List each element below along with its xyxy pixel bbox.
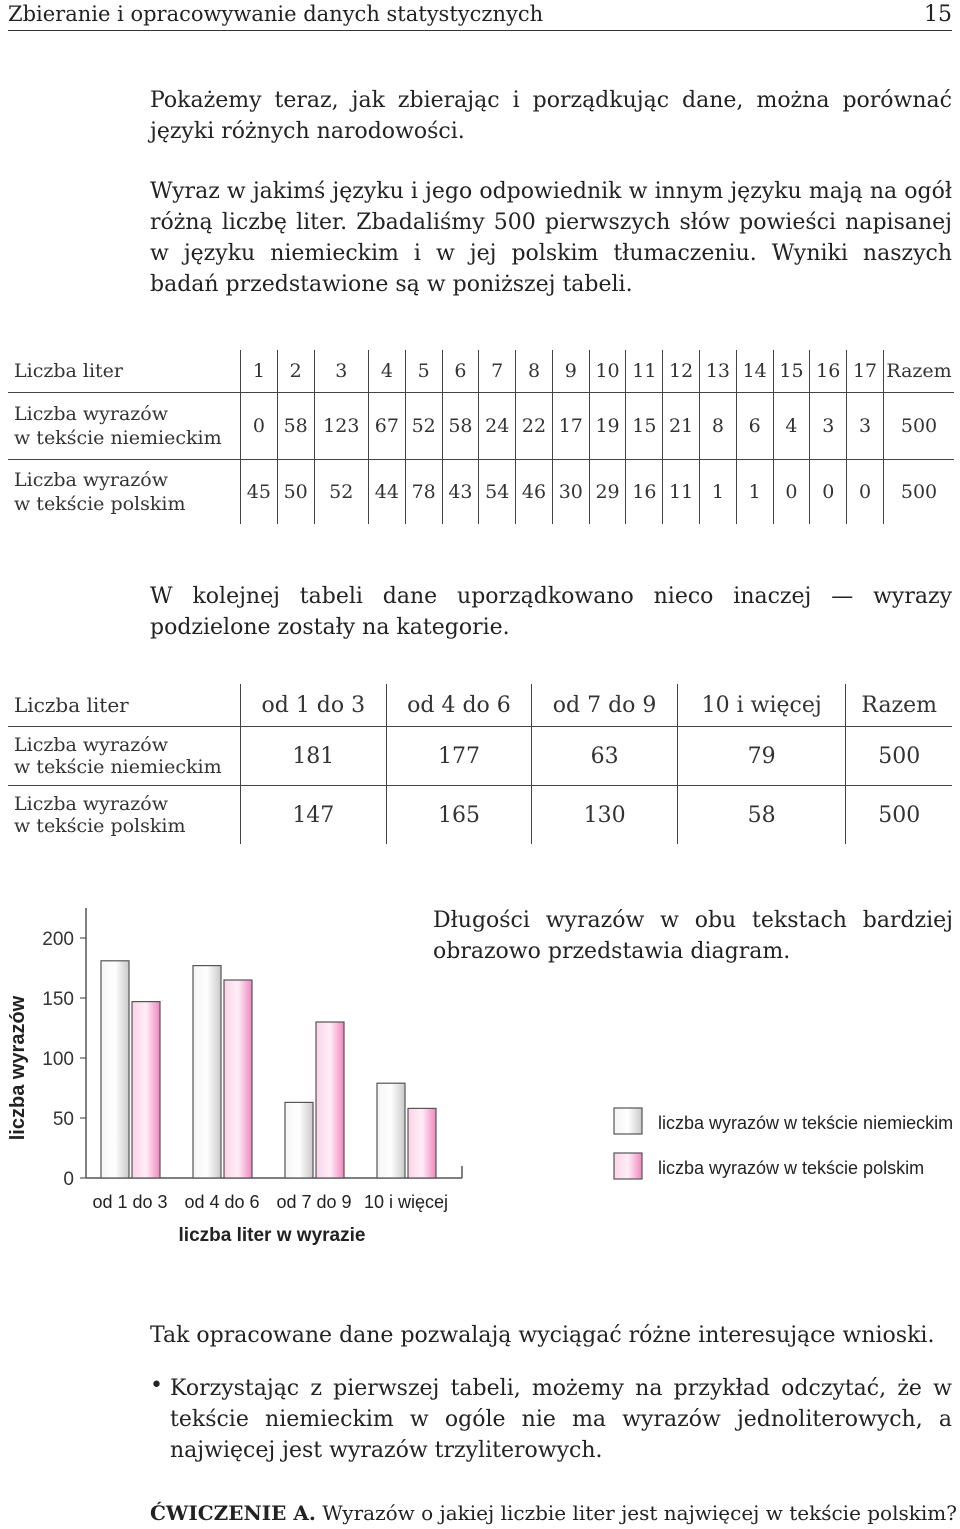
exercise-text: Wyrazów o jakiej liczbie liter jest najwięcej w tekście polskim? <box>322 1501 957 1525</box>
table-cell: 130 <box>532 786 678 845</box>
table-cell: 4 <box>773 393 810 460</box>
row-label <box>8 460 241 525</box>
column-header: 10 i więcej <box>677 684 846 727</box>
table-row <box>8 727 952 786</box>
row-label <box>8 727 241 786</box>
x-tick-label: od 4 do 6 <box>184 1192 260 1212</box>
column-header: 8 <box>516 350 553 393</box>
y-tick-label: 150 <box>42 989 74 1010</box>
table-cell: 1 <box>700 460 737 525</box>
table-cell: 3 <box>847 393 884 460</box>
table-cell: 30 <box>552 460 589 525</box>
table-cell: 24 <box>479 393 516 460</box>
table-cell: 1 <box>736 460 773 525</box>
page-number: 15 <box>924 2 952 27</box>
bar <box>408 1108 436 1178</box>
column-header: 5 <box>405 350 442 393</box>
bar <box>316 1022 344 1178</box>
table-cell: 500 <box>846 786 952 845</box>
column-header: 14 <box>736 350 773 393</box>
row-label-line: Liczba wyrazów <box>14 469 168 491</box>
legend-swatch <box>614 1153 642 1179</box>
page-header <box>8 0 952 31</box>
table-cell: 67 <box>368 393 405 460</box>
bar <box>193 966 221 1178</box>
table-cell: 500 <box>884 460 955 525</box>
table-letter-counts <box>8 350 954 524</box>
chapter-title: Zbieranie i opracowywanie danych statystycznych <box>8 2 544 26</box>
row-label <box>8 393 241 460</box>
x-tick-label: 10 i więcej <box>363 1192 449 1212</box>
column-header: Razem <box>846 684 952 727</box>
x-tick-label: od 7 do 9 <box>276 1192 352 1212</box>
table-cell: 500 <box>884 393 955 460</box>
table-letter-categories <box>8 684 952 844</box>
y-tick-label: 200 <box>42 929 74 950</box>
bar-chart <box>0 895 960 1255</box>
column-header: od 4 do 6 <box>386 684 532 727</box>
y-axis-label: liczba wyrazów <box>7 995 29 1141</box>
bar <box>132 1002 160 1178</box>
legend-label: liczba wyrazów w tekście polskim <box>658 1158 925 1178</box>
paragraph-categories: W kolejnej tabeli dane uporządkowano nieco inaczej — wyrazy podzielone zostały na kategorie. <box>150 584 952 640</box>
table-cell: 52 <box>314 460 368 525</box>
paragraph-study: Wyraz w jakimś języku i jego odpowiednik w innym języku mają na ogół różną liczbę liter. Zbadaliśmy 500 pierwszych słów powieści napisanej w języku niemieckim i w jej polskim tłumaczeniu. Wyniki naszych badań przedstawione są w poniższej tabeli. <box>150 179 952 297</box>
table-cell: 63 <box>532 727 678 786</box>
table-header-row <box>8 350 954 393</box>
paragraph-conclusions: Tak opracowane dane pozwalają wyciągać różne interesujące wnioski. <box>150 1323 935 1348</box>
column-header: 3 <box>314 350 368 393</box>
column-header: 12 <box>663 350 700 393</box>
header-label: Liczba liter <box>8 350 241 393</box>
table-cell: 79 <box>677 727 846 786</box>
column-header: od 1 do 3 <box>241 684 387 727</box>
table-cell: 46 <box>516 460 553 525</box>
y-tick-label: 100 <box>42 1049 74 1070</box>
row-label <box>8 786 241 845</box>
column-header: 13 <box>700 350 737 393</box>
column-header: 15 <box>773 350 810 393</box>
exercise-label: ĆWICZENIE A. <box>150 1501 316 1525</box>
column-header: 16 <box>810 350 847 393</box>
column-header: 7 <box>479 350 516 393</box>
table-cell: 43 <box>442 460 479 525</box>
table-cell: 17 <box>552 393 589 460</box>
table-cell: 123 <box>314 393 368 460</box>
table-cell: 6 <box>736 393 773 460</box>
table-cell: 54 <box>479 460 516 525</box>
table-cell: 16 <box>626 460 663 525</box>
table-row <box>8 460 954 525</box>
column-header: 1 <box>241 350 278 393</box>
table-cell: 44 <box>368 460 405 525</box>
table-cell: 21 <box>663 393 700 460</box>
column-header: 9 <box>552 350 589 393</box>
x-axis-label: liczba liter w wyrazie <box>178 1225 366 1246</box>
column-header: od 7 do 9 <box>532 684 678 727</box>
row-label-line: Liczba wyrazów <box>14 793 168 815</box>
table-cell: 11 <box>663 460 700 525</box>
table-row <box>8 393 954 460</box>
column-header: 11 <box>626 350 663 393</box>
table-cell: 19 <box>589 393 626 460</box>
table-row <box>8 786 952 845</box>
legend-swatch <box>614 1108 642 1134</box>
row-label-line: w tekście polskim <box>14 815 186 837</box>
table-cell: 22 <box>516 393 553 460</box>
table-cell: 58 <box>677 786 846 845</box>
bullet-text: Korzystając z pierwszej tabeli, możemy na przykład odczytać, że w tekście niemieckim w ogóle nie ma wyrazów jednoliterowych, a najwięcej jest wyrazów trzyliterowych. <box>170 1376 952 1463</box>
table-cell: 15 <box>626 393 663 460</box>
y-tick-label: 0 <box>63 1169 74 1190</box>
column-header: Razem <box>884 350 955 393</box>
table-cell: 50 <box>277 460 314 525</box>
bullet-icon: • <box>150 1373 163 1398</box>
x-tick-label: od 1 do 3 <box>92 1192 168 1212</box>
table-cell: 165 <box>386 786 532 845</box>
bar <box>101 961 129 1178</box>
table-cell: 0 <box>241 393 278 460</box>
column-header: 17 <box>847 350 884 393</box>
row-label-line: w tekście niemieckim <box>14 756 222 778</box>
table-cell: 45 <box>241 460 278 525</box>
table-cell: 0 <box>773 460 810 525</box>
table-cell: 500 <box>846 727 952 786</box>
legend-label: liczba wyrazów w tekście niemieckim <box>658 1113 954 1133</box>
table-cell: 78 <box>405 460 442 525</box>
column-header: 2 <box>277 350 314 393</box>
table-header-row <box>8 684 952 727</box>
table-cell: 29 <box>589 460 626 525</box>
table-cell: 181 <box>241 727 387 786</box>
table-cell: 177 <box>386 727 532 786</box>
paragraph-intro: Pokażemy teraz, jak zbierając i porządkując dane, można porównać języki różnych narodowości. <box>150 88 952 144</box>
bar <box>224 980 252 1178</box>
row-label-line: w tekście polskim <box>14 493 186 515</box>
column-header: 6 <box>442 350 479 393</box>
header-label: Liczba liter <box>8 684 241 727</box>
table-cell: 0 <box>810 460 847 525</box>
column-header: 4 <box>368 350 405 393</box>
y-tick-label: 50 <box>52 1109 74 1130</box>
column-header: 10 <box>589 350 626 393</box>
exercise <box>150 1501 960 1525</box>
table-cell: 3 <box>810 393 847 460</box>
table-cell: 8 <box>700 393 737 460</box>
row-label-line: w tekście niemieckim <box>14 427 222 449</box>
bar <box>285 1102 313 1178</box>
row-label-line: Liczba wyrazów <box>14 403 168 425</box>
paragraph-diagram: Długości wyrazów w obu tekstach bardziej obrazowo przedstawia diagram. <box>433 908 953 964</box>
table-cell: 0 <box>847 460 884 525</box>
table-cell: 52 <box>405 393 442 460</box>
bar <box>377 1083 405 1178</box>
table-cell: 58 <box>277 393 314 460</box>
table-cell: 147 <box>241 786 387 845</box>
table-cell: 58 <box>442 393 479 460</box>
row-label-line: Liczba wyrazów <box>14 734 168 756</box>
